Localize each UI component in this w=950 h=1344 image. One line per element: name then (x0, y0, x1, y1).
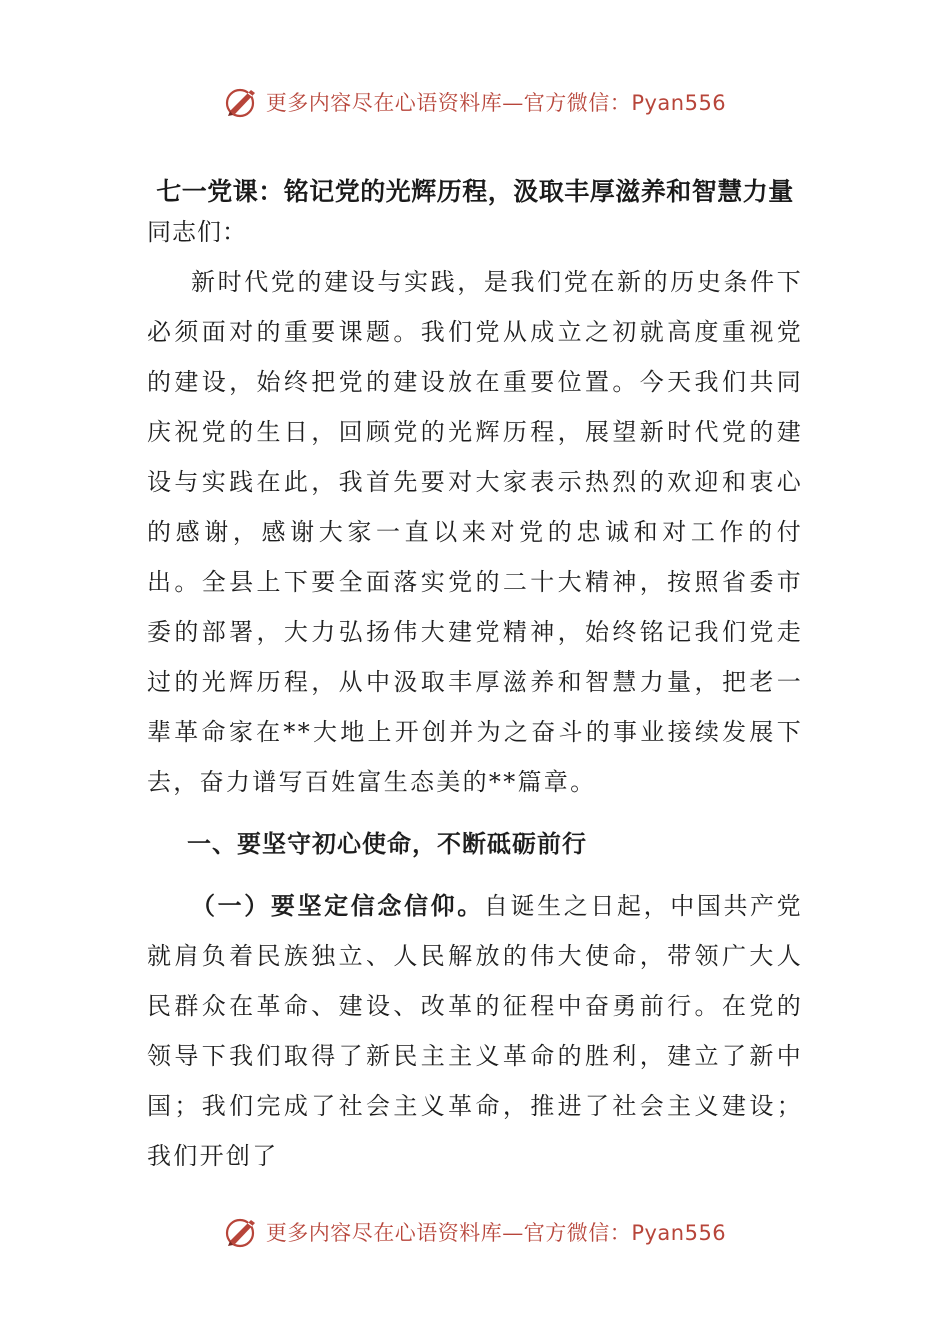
footer-banner-label: 更多内容尽在心语资料库—官方微信： (265, 1221, 632, 1245)
document-title: 七一党课：铭记党的光辉历程，汲取丰厚滋养和智慧力量 (156, 177, 794, 206)
header-banner (0, 76, 950, 128)
header-banner-text (266, 87, 726, 117)
header-banner-label: 更多内容尽在心语资料库—官方微信： (265, 91, 632, 115)
header-wechat-id: Pyan556 (631, 91, 727, 115)
pen-logo-icon (224, 84, 260, 120)
greeting: 同志们： (147, 218, 247, 246)
pen-logo-icon (224, 1214, 260, 1250)
subsection-text: 自诞生之日起，中国共产党就肩负着民族独立、人民解放的伟大使命，带领广大人民群众在革命、建设、改革的征程中奋勇前行。在党的领导下我们取得了新民主主义革命的胜利，建立了新中国；我们完成了社会主义革命，推进了社会主义建设；我们开创了 (147, 892, 803, 1170)
paragraph-intro: 新时代党的建设与实践，是我们党在新的历史条件下必须面对的重要课题。我们党从成立之初就高度重视党的建设，始终把党的建设放在重要位置。今天我们共同庆祝党的生日，回顾党的光辉历程，展望新时代党的建设与实践在此，我首先要对大家表示热烈的欢迎和衷心的感谢，感谢大家一直以来对党的忠诚和对工作的付出。全县上下要全面落实党的二十大精神，按照省委市委的部署，大力弘扬伟大建党精神，始终铭记我们党走过的光辉历程，从中汲取丰厚滋养和智慧力量，把老一辈革命家在**大地上开创并为之奋斗的事业接续发展下去，奋力谱写百姓富生态美的**篇章。 (147, 268, 803, 796)
section-heading: 一、要坚守初心使命，不断砥砺前行 (187, 829, 587, 858)
footer-banner-text (266, 1217, 726, 1247)
subsection-heading: （一）要坚定信念信仰。 (191, 891, 484, 920)
paragraph-subsection (147, 881, 803, 1181)
footer-wechat-id: Pyan556 (631, 1221, 727, 1245)
document-body (147, 207, 803, 1181)
footer-banner (0, 1206, 950, 1258)
